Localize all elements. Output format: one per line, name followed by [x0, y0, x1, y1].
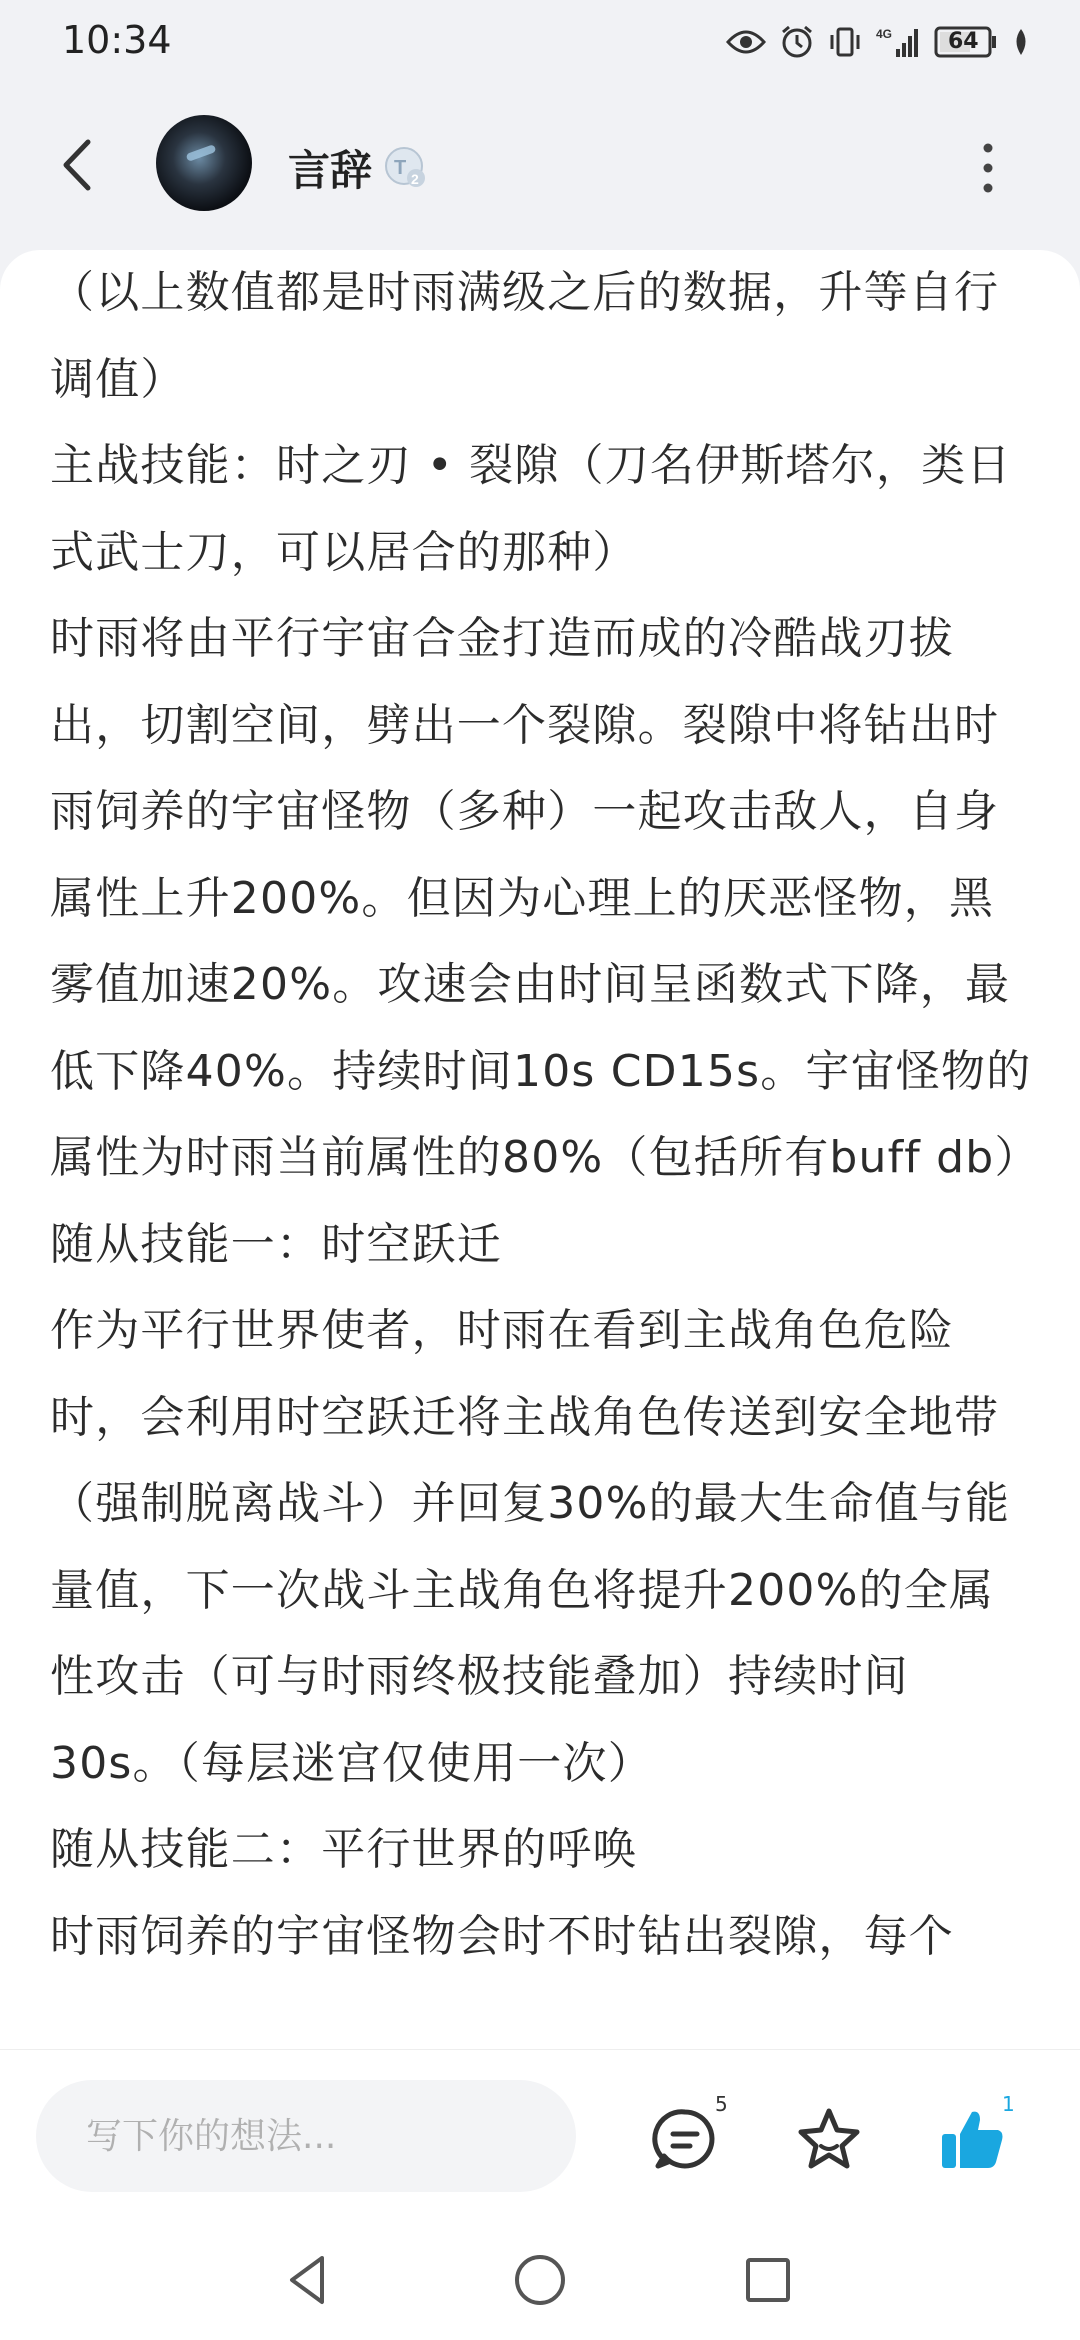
- paragraph: 随从技能二：平行世界的呼唤: [50, 1824, 638, 1875]
- comment-icon: [650, 2104, 720, 2174]
- paragraph: （以上数值都是时雨满级之后的数据，升等自行调值）: [50, 267, 1000, 405]
- article-body: [50, 250, 1040, 1980]
- status-icons: [726, 20, 1030, 64]
- alarm-icon: [780, 25, 814, 59]
- svg-text:4G: 4G: [876, 27, 893, 41]
- level-badge: [384, 146, 428, 190]
- post-header: [0, 100, 1080, 230]
- back-arrow-icon: [50, 130, 110, 200]
- battery-level: 64: [948, 29, 979, 54]
- battery-icon: [934, 26, 998, 58]
- more-vertical-icon: [968, 136, 1008, 200]
- triangle-back-icon: [280, 2250, 340, 2310]
- svg-text:T: T: [394, 157, 407, 179]
- thumbs-up-icon: [938, 2104, 1008, 2174]
- content-card: [0, 250, 1080, 2050]
- nav-recents-button[interactable]: [738, 2250, 798, 2310]
- leaf-icon: [1012, 27, 1030, 57]
- paragraph: 时雨将由平行宇宙合金打造而成的冷酷战刃拔出，切割空间，劈出一个裂隙。裂隙中将钻出时雨饲养的宇宙怪物（多种）一起攻击敌人，自身属性上升200%。但因为心理上的厌恶怪物，黑雾值加速20%。攻速会由时间呈函数式下降，最低下降40%。持续时间10s CD15s。宇宙怪物的属性为时雨当前属性的80%（包括所有buff db）: [50, 613, 1040, 1183]
- avatar[interactable]: [156, 115, 252, 211]
- like-button[interactable]: [938, 2104, 1008, 2174]
- bottom-action-bar: [0, 2050, 1080, 2222]
- circle-home-icon: [510, 2250, 570, 2310]
- paragraph: 主战技能：时之刃 • 裂隙（刀名伊斯塔尔，类日式武士刀，可以居合的那种）: [50, 440, 1012, 578]
- nav-home-button[interactable]: [510, 2250, 570, 2310]
- signal-icon: [876, 25, 920, 59]
- more-button[interactable]: [968, 136, 1008, 200]
- star-icon: [794, 2104, 864, 2174]
- paragraph: 时雨饲养的宇宙怪物会时不时钻出裂隙，每个: [50, 1910, 954, 1962]
- comment-count: 5: [715, 2092, 728, 2116]
- favorite-button[interactable]: [794, 2104, 864, 2174]
- system-nav-bar: [0, 2222, 1080, 2340]
- vibrate-icon: [828, 25, 862, 59]
- paragraph: 随从技能一：时空跃迁: [50, 1218, 502, 1270]
- square-recents-icon: [738, 2250, 798, 2310]
- comment-button[interactable]: [650, 2104, 720, 2174]
- status-time: 10:34: [62, 18, 172, 62]
- eye-icon: [726, 28, 766, 56]
- like-count: 1: [1002, 2092, 1015, 2116]
- status-bar: [0, 0, 1080, 80]
- back-button[interactable]: [50, 130, 110, 200]
- comment-input[interactable]: [36, 2080, 576, 2192]
- paragraph: 作为平行世界使者，时雨在看到主战角色危险时，会利用时空跃迁将主战角色传送到安全地带（强制脱离战斗）并回复30%的最大生命值与能量值，下一次战斗主战角色将提升200%的全属性攻击（可与时雨终极技能叠加）持续时间30s。（每层迷宫仅使用一次）: [50, 1305, 1011, 1789]
- nav-back-button[interactable]: [280, 2250, 340, 2310]
- svg-text:2: 2: [411, 171, 419, 187]
- username[interactable]: 言辞: [288, 146, 373, 195]
